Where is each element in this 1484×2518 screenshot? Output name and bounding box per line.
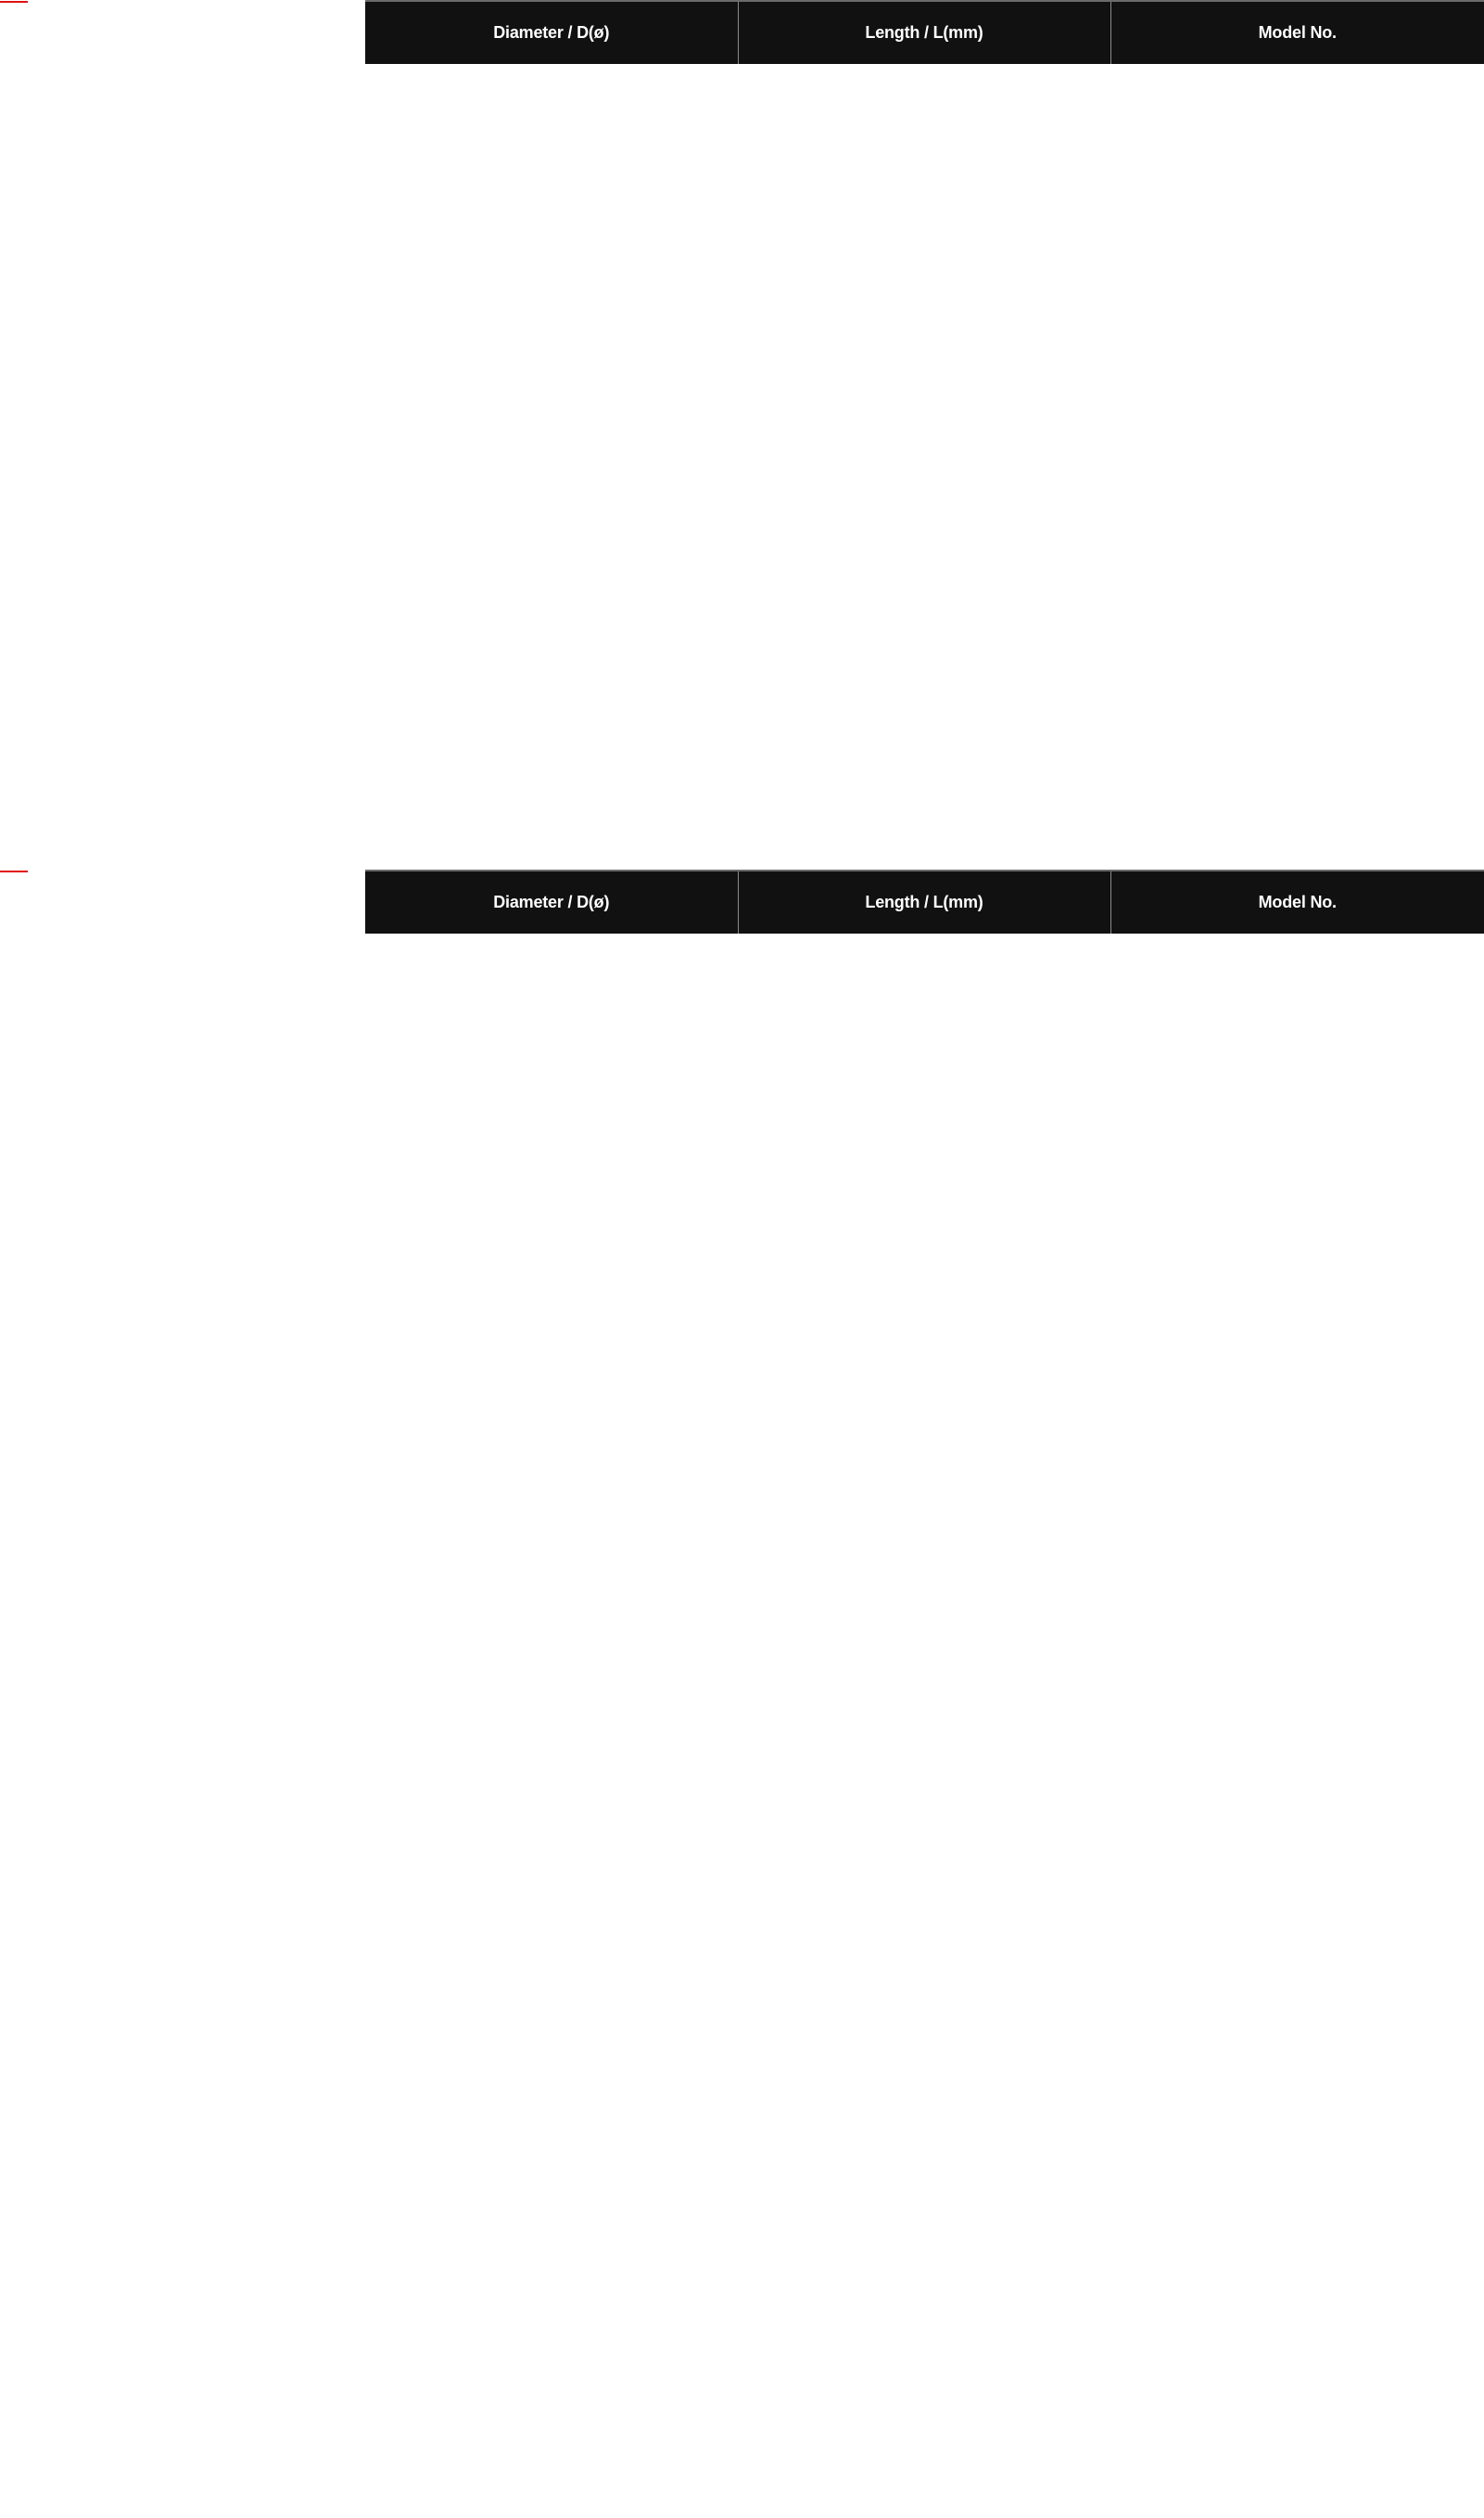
column-header-diameter: Diameter / D(ø) bbox=[365, 1, 738, 64]
spec-table bbox=[365, 0, 1484, 64]
header-row bbox=[365, 871, 1484, 934]
spec-table bbox=[365, 870, 1484, 934]
spec-table-header bbox=[365, 1, 1484, 64]
column-header-model: Model No. bbox=[1110, 871, 1484, 934]
spec-table-header bbox=[365, 871, 1484, 934]
column-header-diameter: Diameter / D(ø) bbox=[365, 871, 738, 934]
column-header-length: Length / L(mm) bbox=[738, 871, 1110, 934]
header-row bbox=[365, 1, 1484, 64]
column-header-length: Length / L(mm) bbox=[738, 1, 1110, 64]
section-accent-line bbox=[0, 1, 28, 3]
section-accent-line bbox=[0, 871, 28, 872]
column-header-model: Model No. bbox=[1110, 1, 1484, 64]
